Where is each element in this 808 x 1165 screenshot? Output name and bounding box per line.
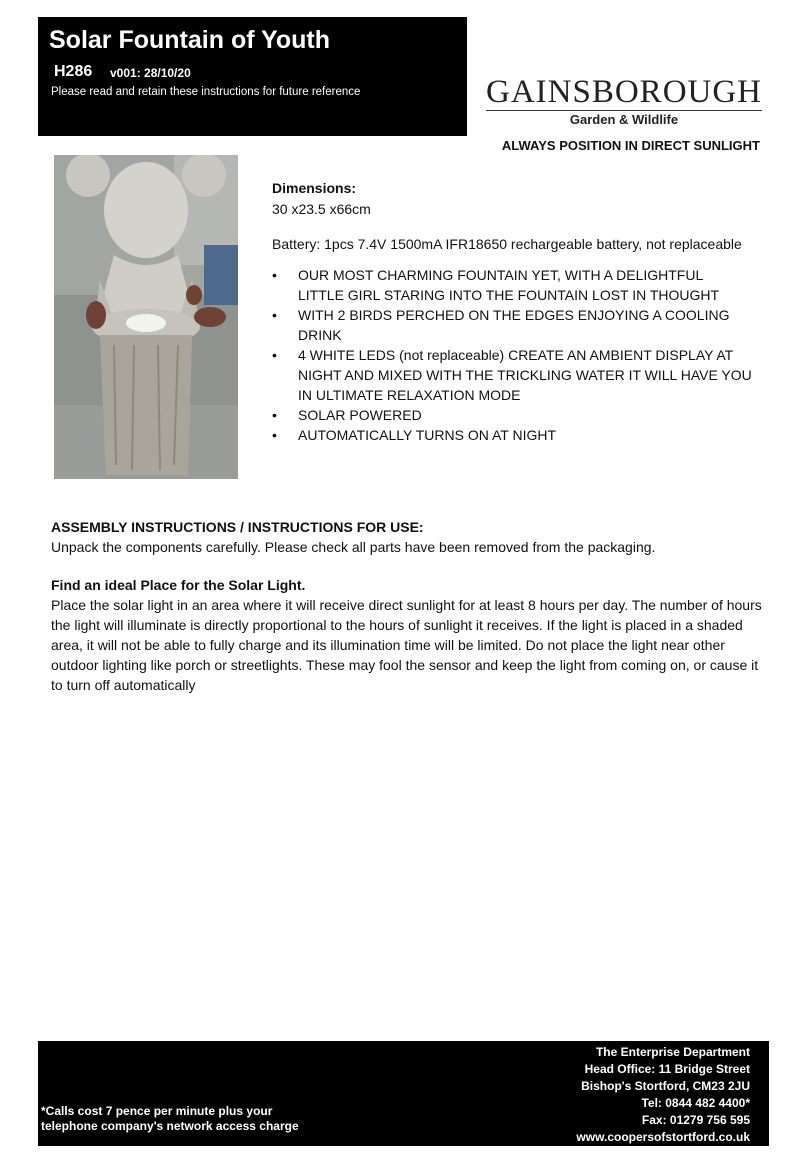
head-office: Head Office: 11 Bridge Street: [584, 1062, 750, 1076]
battery-info: Battery: 1pcs 7.4V 1500mA IFR18650 rechargeable battery, not replaceable: [272, 236, 742, 252]
place-text: Place the solar light in an area where it will receive direct sunlight for at least 8 hours per day. The number of hours the light will illuminate is directly proportional to the hours of sunlight it receives. If the light is placed in a shaded area, it will not be able to fully charge and its illumination time will be limited. Do not place the light near other outdoor lighting like porch or streetlights. These may fool the sensor and keep the light from coming on, or cause it to turn off automatically: [51, 597, 762, 693]
brand-name: GAINSBOROUGH: [486, 74, 763, 110]
product-code: H286: [54, 63, 93, 80]
bullet-icon: •: [272, 347, 277, 363]
brand-subtitle: Garden & Wildlife: [569, 112, 679, 127]
header-banner: [38, 17, 467, 136]
assembly-text: Unpack the components carefully. Please check all parts have been removed from the packaging.: [51, 539, 656, 555]
product-photo: [54, 155, 238, 479]
dimensions-label: Dimensions:: [272, 180, 357, 196]
telephone: Tel: 0844 482 4400*: [641, 1096, 750, 1110]
specs-section: [272, 178, 752, 445]
call-cost-note: *Calls cost 7 pence per minute plus your telephone company's network access charge: [41, 1104, 299, 1133]
list-item: • WITH 2 BIRDS PERCHED ON THE EDGES ENJOYING A COOLING DRINK: [272, 307, 730, 343]
assembly-section: [51, 517, 763, 695]
footer-banner: [38, 1041, 769, 1146]
fax: Fax: 01279 756 595: [641, 1113, 750, 1127]
dimensions-value: 30 x23.5 x66cm: [272, 201, 371, 217]
retain-note: Please read and retain these instructions for future reference: [51, 86, 361, 98]
product-title: Solar Fountain of Youth: [49, 26, 330, 54]
features-list: [272, 265, 752, 445]
bullet-icon: •: [272, 427, 277, 443]
brand-logo: [486, 74, 762, 127]
list-item: • 4 WHITE LEDS (not replaceable) CREATE AN AMBIENT DISPLAY AT NIGHT AND MIXED WITH THE TRICKLING WATER IT WILL HAVE YOU IN ULTIMATE RELAXATION MODE: [272, 347, 752, 403]
website-link[interactable]: www.coopersofstortford.co.uk: [576, 1130, 750, 1144]
list-item: • OUR MOST CHARMING FOUNTAIN YET, WITH A DELIGHTFUL LITTLE GIRL STARING INTO THE FOUNTAIN LOST IN THOUGHT: [272, 267, 720, 303]
sunlight-notice: ALWAYS POSITION IN DIRECT SUNLIGHT: [501, 138, 760, 153]
department: The Enterprise Department: [595, 1045, 750, 1059]
list-item: • AUTOMATICALLY TURNS ON AT NIGHT: [272, 427, 557, 443]
company-address: [576, 1044, 750, 1146]
bullet-icon: •: [272, 407, 277, 423]
town: Bishop's Stortford, CM23 2JU: [581, 1079, 750, 1093]
place-heading: Find an ideal Place for the Solar Light.: [51, 577, 306, 593]
bullet-icon: •: [272, 307, 277, 323]
bullet-icon: •: [272, 267, 277, 283]
list-item: • SOLAR POWERED: [272, 407, 422, 423]
assembly-heading: ASSEMBLY INSTRUCTIONS / INSTRUCTIONS FOR USE:: [51, 519, 424, 535]
version-label: v001: 28/10/20: [110, 66, 191, 80]
